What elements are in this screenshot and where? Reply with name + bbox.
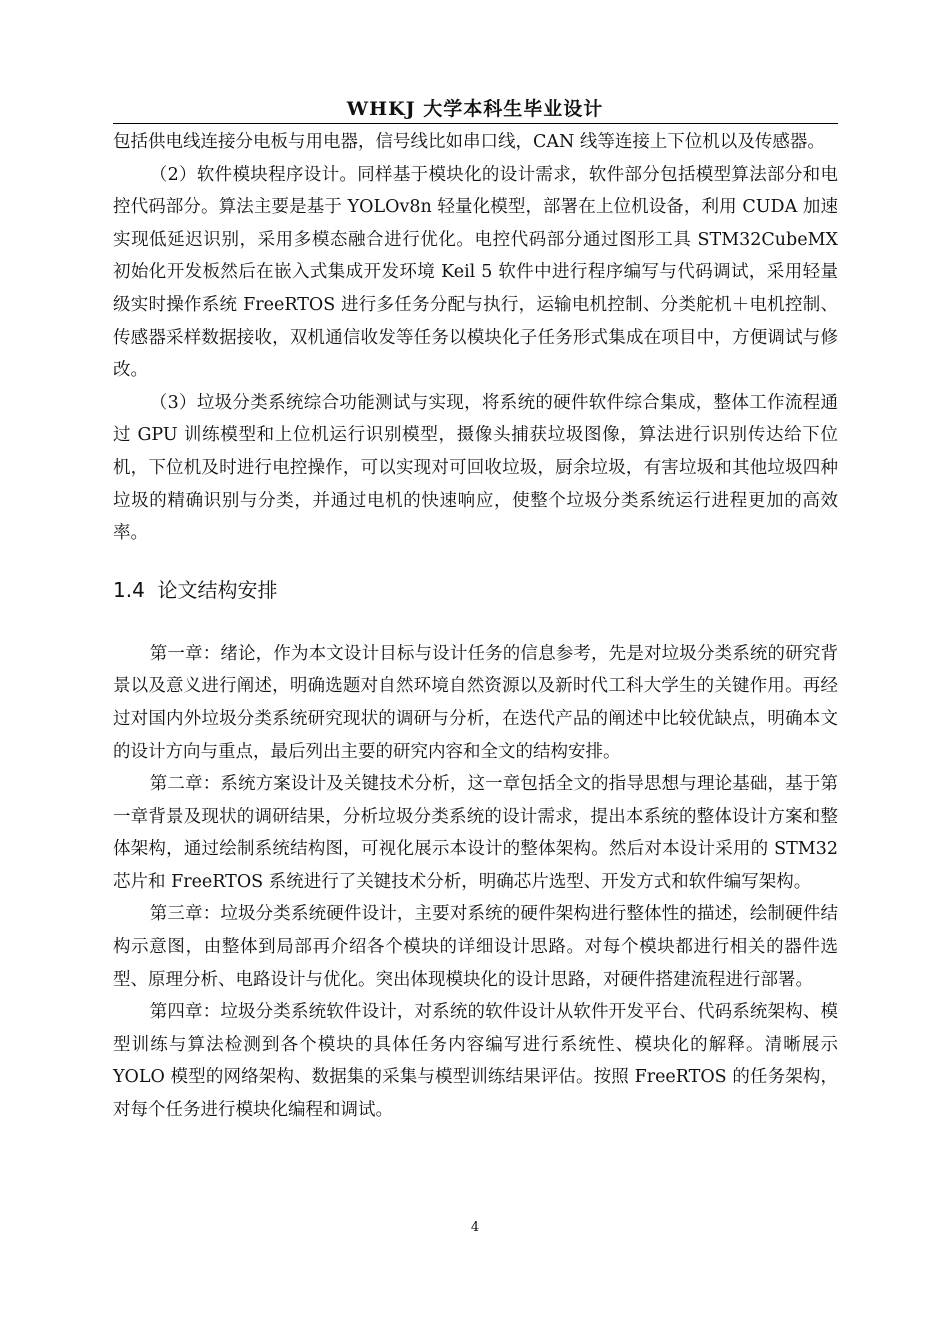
header-divider [113,123,838,124]
body-paragraph: （3）垃圾分类系统综合功能测试与实现，将系统的硬件软件综合集成，整体工作流程通过 GPU 训练模型和上位机运行识别模型，摄像头捕获垃圾图像，算法进行识别传达给下位机，下位机及时进行电控操作，可以实现对可回收垃圾，厨余垃圾，有害垃圾和其他垃圾四种垃圾的精确识别与分类，并通过电机的快速响应，使整个垃圾分类系统运行进程更加的高效率。 [113,392,838,544]
section-heading [113,566,838,638]
body-paragraph: 第四章：垃圾分类系统软件设计，对系统的软件设计从软件开发平台、代码系统架构、模型训练与算法检测到各个模块的具体任务内容编写进行系统性、模块化的解释。清晰展示 YOLO 模型的网络架构、数据集的采集与模型训练结果评估。按照 FreeRTOS 的任务架构，对每个任务进行模块化编程和调试。 [113,1002,838,1121]
body-paragraph: 第一章：绪论，作为本文设计目标与设计任务的信息参考，先是对垃圾分类系统的研究背景以及意义进行阐述，明确选题对自然环境自然资源以及新时代工科大学生的关键作用。再经过对国内外垃圾分类系统研究现状的调研与分析，在迭代产品的阐述中比较优缺点，明确本文的设计方向与重点，最后列出主要的研究内容和全文的结构安排。 [113,643,838,762]
body-paragraph: 包括供电线连接分电板与用电器，信号线比如串口线，CAN 线等连接上下位机以及传感器。 [113,132,825,152]
page-body [113,126,838,1127]
section-number: 1.4 [113,577,145,602]
body-paragraph: （2）软件模块程序设计。同样基于模块化的设计需求，软件部分包括模型算法部分和电控代码部分。算法主要是基于 YOLOv8n 轻量化模型，部署在上位机设备，利用 CUDA 加速实现低延迟识别，采用多模态融合进行优化。电控代码部分通过图形工具 STM32CubeMX 初始化开发板然后在嵌入式集成开发环境 Keil 5 软件中进行程序编写与代码调试，采用轻量级实时操作系统 FreeRTOS 进行多任务分配与执行，运输电机控制、分类舵机＋电机控制、传感器采样数据接收，双机通信收发等任务以模块化子任务形式集成在项目中，方便调试与修改。 [113,164,838,381]
page-number: 4 [470,1220,480,1235]
section-title: 论文结构安排 [157,577,278,602]
body-paragraph: 第二章：系统方案设计及关键技术分析，这一章包括全文的指导思想与理论基础，基于第一章背景及现状的调研结果，分析垃圾分类系统的设计需求，提出本系统的整体设计方案和整体架构，通过绘制系统结构图，可视化展示本设计的整体架构。然后对本设计采用的 STM32 芯片和 FreeRTOS 系统进行了关键技术分析，明确芯片选型、开发方式和软件编写架构。 [113,774,838,892]
page-header-title: WHKJ 大学本科生毕业设计 [346,98,604,120]
body-paragraph: 第三章：垃圾分类系统硬件设计，主要对系统的硬件架构进行整体性的描述，绘制硬件结构示意图，由整体到局部再介绍各个模块的详细设计思路。对每个模块都进行相关的器件选型、原理分析、电路设计与优化。突出体现模块化的设计思路，对硬件搭建流程进行部署。 [113,904,838,990]
